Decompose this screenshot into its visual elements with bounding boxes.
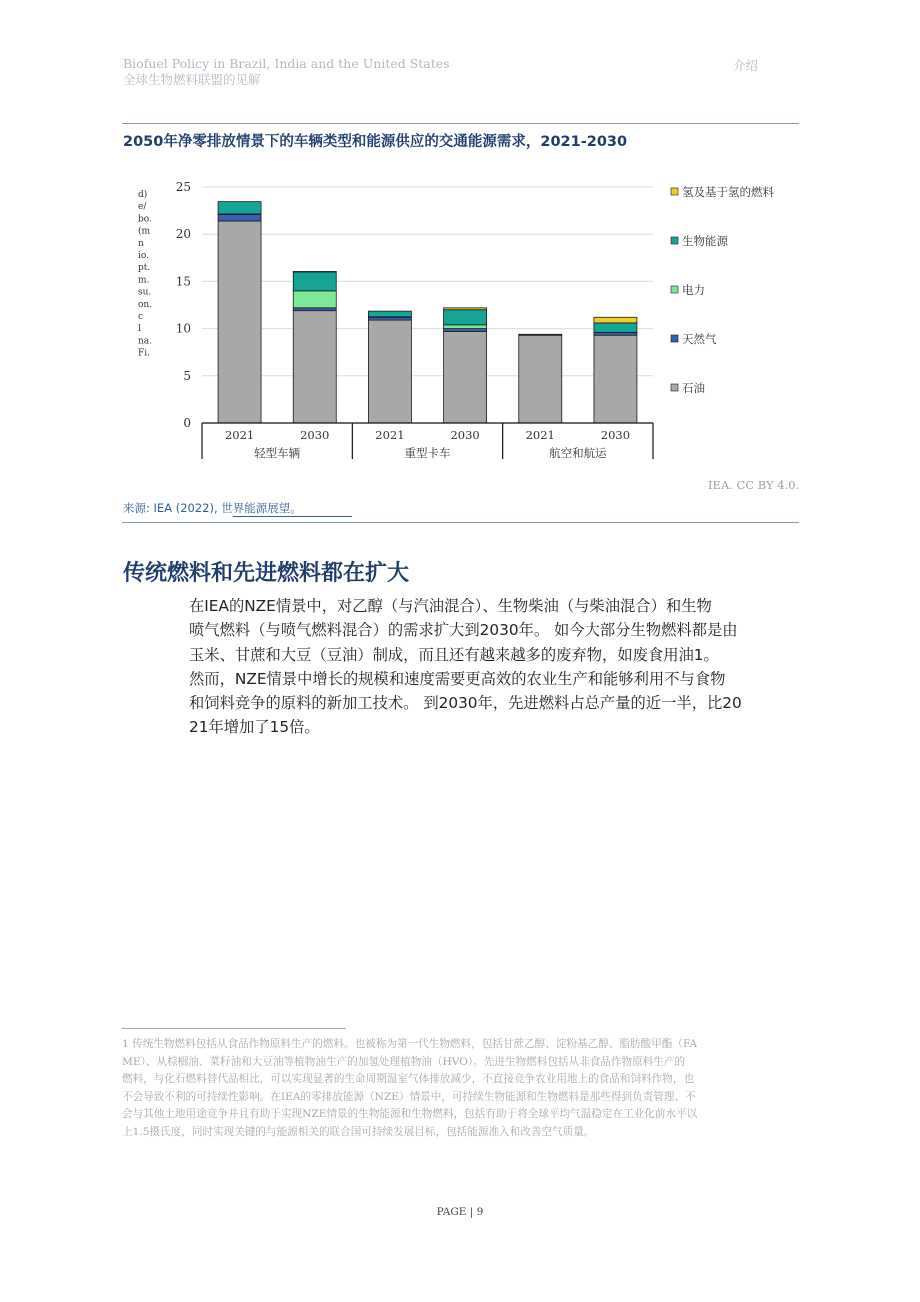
y-label-fragment: bo.: [138, 214, 152, 225]
legend-label: 氢及基于氢的燃料: [682, 185, 774, 199]
chart-legend: [671, 185, 774, 395]
body-paragraph: [189, 594, 799, 740]
header-title-zh: 全球生物燃料联盟的见解: [123, 72, 261, 87]
bar-segment: [368, 320, 411, 423]
bar-segment: [218, 221, 261, 423]
y-label-fragment: n: [138, 238, 144, 249]
y-label-fragment: io.: [138, 251, 149, 261]
bar-segment: [218, 202, 261, 214]
bar-segment: [519, 335, 562, 423]
group-label: 重型卡车: [404, 446, 451, 460]
legend-swatch: [671, 237, 678, 244]
running-header: [123, 56, 450, 88]
figure-top-rule: [122, 123, 799, 124]
y-tick-label: 10: [175, 321, 191, 336]
body-line: 玉米、甘蔗和大豆（豆油）制成，而且还有越来越多的废弃物，如废食用油1。: [189, 645, 719, 664]
x-tick-label: 2021: [525, 428, 555, 442]
legend-swatch: [671, 188, 678, 195]
bar-segment: [444, 308, 487, 310]
y-axis-label: [138, 189, 152, 359]
body-line: 在IEA的NZE情景中，对乙醇（与汽油混合）、生物柴油（与柴油混合）和生物: [189, 597, 712, 615]
y-axis-ticks: [176, 180, 191, 430]
body-line: 然而，NZE情景中增长的规模和速度需要更高效的农业生产和能够利用不与食物: [189, 669, 726, 688]
stacked-bar-chart: [130, 175, 800, 465]
y-label-fragment: l: [138, 324, 141, 335]
figure-bottom-rule: [122, 522, 799, 523]
footnote-line: ME）、从棕榈油、菜籽油和大豆油等植物油生产的加氢处理植物油（HVO）。先进生物燃料包括从非食品作物原料生产的: [122, 1055, 686, 1068]
y-label-fragment: d): [138, 190, 148, 200]
source-link[interactable]: 界能源展望。: [233, 501, 352, 517]
bar-segment: [368, 317, 411, 320]
bar-segment: [293, 272, 336, 291]
bar-segment: [444, 310, 487, 325]
figure-source: [123, 500, 352, 516]
y-label-fragment: c: [138, 312, 144, 322]
y-tick-label: 0: [183, 416, 191, 430]
y-tick-label: 25: [175, 180, 191, 194]
bar-segment: [293, 291, 336, 308]
bar-segment: [444, 325, 487, 329]
y-tick-label: 15: [175, 274, 191, 289]
legend-label: 生物能源: [682, 234, 728, 248]
y-label-fragment: na.: [138, 336, 153, 347]
page-number: PAGE | 9: [436, 1206, 484, 1218]
figure-title: 2050年净零排放情景下的车辆类型和能源供应的交通能源需求，2021-2030: [123, 134, 628, 150]
group-label: 航空和航运: [549, 446, 607, 460]
x-tick-label: 2021: [224, 428, 255, 442]
bar-segment: [368, 311, 411, 317]
y-label-fragment: (m: [138, 226, 151, 237]
bar-segment: [519, 334, 562, 335]
y-label-fragment: Fi.: [138, 348, 150, 359]
bar-segment: [594, 335, 637, 423]
footnote-line: 1 传统生物燃料包括从食品作物原料生产的燃料。也被称为第一代生物燃料，包括甘蔗乙醇、淀粉基乙醇、脂肪酸甲酯（FA: [122, 1038, 698, 1050]
y-label-fragment: m.: [138, 275, 150, 286]
y-label-fragment: e/: [138, 202, 147, 213]
y-tick-label: 5: [183, 368, 191, 383]
legend-label: 石油: [682, 381, 705, 395]
x-tick-label: 2021: [375, 428, 405, 442]
legend-swatch: [671, 286, 678, 293]
footnote-line: 会与其他土地用途竞争并且有助于实现NZE情景的生物能源和生物燃料，包括有助于将全球平均气温稳定在工业化前水平以: [122, 1108, 698, 1120]
legend-swatch: [671, 335, 678, 342]
bar-segment: [293, 311, 336, 423]
chart-bars: [218, 202, 637, 423]
legend-label: 电力: [682, 283, 705, 297]
body-line: 21年增加了15倍。: [189, 718, 320, 737]
bar-segment: [594, 323, 637, 332]
footnote-rule: [122, 1028, 346, 1029]
section-heading: 传统燃料和先进燃料都在扩大: [123, 561, 410, 586]
y-label-fragment: su.: [138, 287, 152, 298]
body-line: 喷气燃料（与喷气燃料混合）的需求扩大到2030年。 如今大部分生物燃料都是由: [189, 621, 738, 640]
y-tick-label: 20: [175, 227, 191, 242]
body-line: 和饲料竞争的原料的新加工技术。 到2030年，先进燃料占总产量的近一半，比20: [189, 694, 742, 713]
y-axis-label-text: [138, 189, 152, 359]
bar-segment: [444, 329, 487, 332]
y-label-fragment: pt.: [138, 263, 151, 274]
x-axis: [202, 423, 653, 460]
group-label: 轻型车辆: [254, 446, 301, 460]
chart-gridlines: [202, 187, 653, 376]
header-section: 介绍: [733, 58, 759, 73]
legend-swatch: [671, 384, 678, 391]
source-prefix: 来源: IEA (2022), 世: [123, 501, 233, 515]
header-title-en: Biofuel Policy in Brazil, India and the United States: [123, 56, 450, 71]
x-tick-label: 2030: [600, 428, 631, 442]
legend-label: 天然气: [682, 332, 717, 346]
footnote: [122, 1036, 802, 1141]
bar-segment: [594, 332, 637, 335]
y-label-fragment: on.: [138, 299, 153, 310]
bar-segment: [594, 317, 637, 323]
bar-segment: [218, 214, 261, 221]
footnote-line: 不会导致不利的可持续性影响。在IEA的零排放能源（NZE）情景中，可持续生物能源和生物燃料是那些得到负责管理、不: [122, 1090, 696, 1103]
bar-segment: [444, 331, 487, 423]
bar-segment: [293, 308, 336, 311]
figure-credit: IEA. CC BY 4.0.: [708, 478, 800, 492]
x-tick-label: 2030: [300, 428, 330, 442]
x-tick-label: 2030: [450, 428, 480, 442]
footnote-line: 上1.5摄氏度，同时实现关键的与能源相关的联合国可持续发展目标，包括能源准入和改善空气质量。: [122, 1125, 595, 1138]
footnote-line: 燃料，与化石燃料替代品相比，可以实现显著的生命周期温室气体排放减少，不直接竞争农业用地上的食品和饲料作物，也: [122, 1073, 695, 1085]
